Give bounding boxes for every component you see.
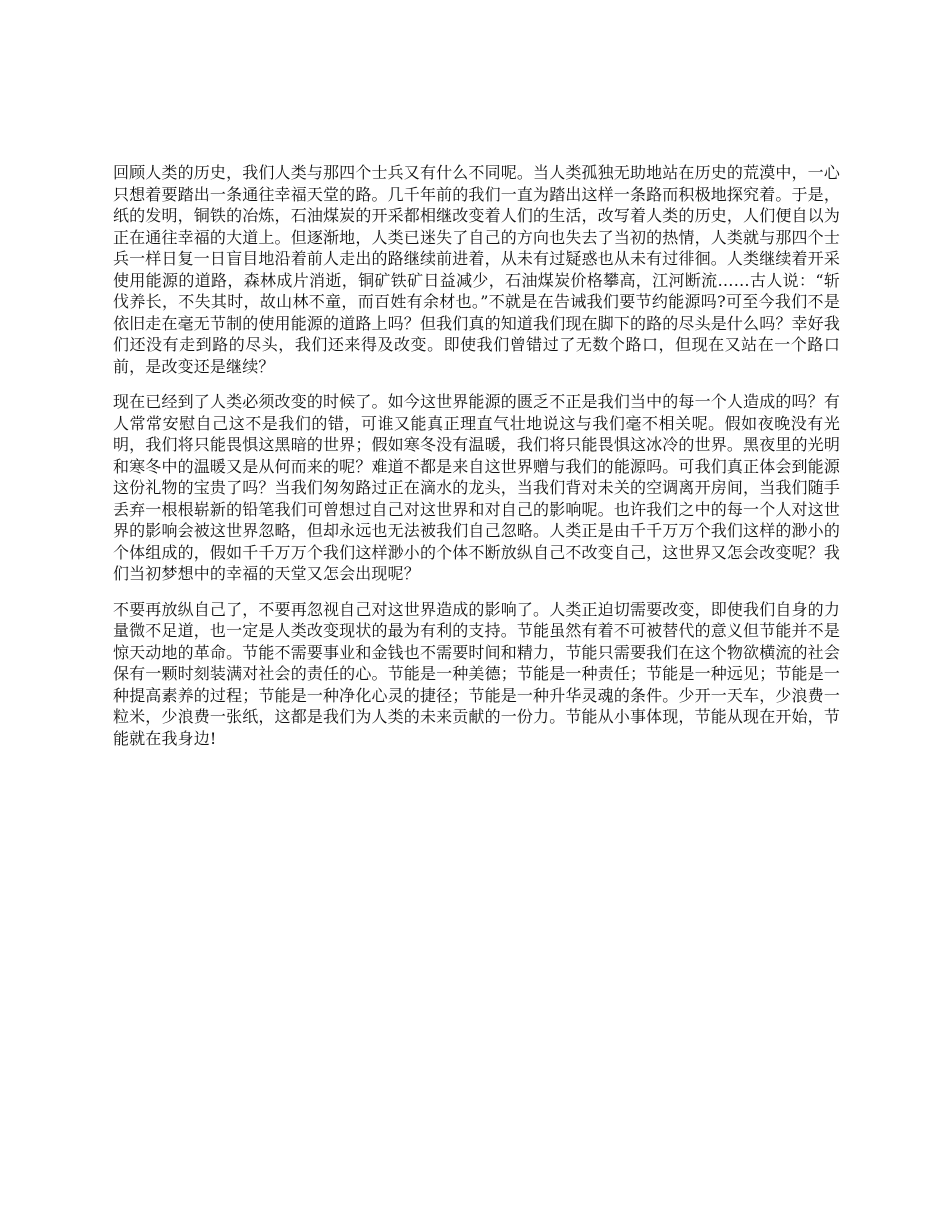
document-body (113, 162, 840, 763)
paragraph-1: 回顾人类的历史，我们人类与那四个士兵又有什么不同呢。当人类孤独无助地站在历史的荒漠中，一心只想着要踏出一条通往幸福天堂的路。几千年前的我们一直为踏出这样一条路而积极地探究着。于是，纸的发明，铜铁的冶炼，石油煤炭的开采都相继改变着人们的生活，改写着人类的历史，人们便自以为正在通往幸福的大道上。但逐渐地，人类已迷失了自己的方向也失去了当初的热情，人类就与那四个士兵一样日复一日盲目地沿着前人走出的路继续前进着，从未有过疑惑也从未有过徘徊。人类继续着开采使用能源的道路，森林成片消逝，铜矿铁矿日益减少，石油煤炭价格攀高，江河断流……古人说：“斩伐养长，不失其时，故山林不童，而百姓有余材也。”不就是在告诫我们要节约能源吗?可至今我们不是依旧走在毫无节制的使用能源的道路上吗？但我们真的知道我们现在脚下的路的尽头是什么吗？幸好我们还没有走到路的尽头，我们还来得及改变。即使我们曾错过了无数个路口，但现在又站在一个路口前，是改变还是继续？ (113, 163, 840, 376)
paragraph-2: 现在已经到了人类必须改变的时候了。如今这世界能源的匮乏不正是我们当中的每一个人造成的吗？有人常常安慰自己这不是我们的错，可谁又能真正理直气壮地说这与我们毫不相关呢。假如夜晚没有光明，我们将只能畏惧这黑暗的世界；假如寒冬没有温暖，我们将只能畏惧这冰冷的世界。黑夜里的光明和寒冬中的温暖又是从何而来的呢？难道不都是来自这世界赠与我们的能源吗。可我们真正体会到能源这份礼物的宝贵了吗？当我们匆匆路过正在滴水的龙头，当我们背对未关的空调离开房间，当我们随手丢弃一根根崭新的铅笔我们可曾想过自己对这世界和对自己的影响呢。也许我们之中的每一个人对这世界的影响会被这世界忽略，但却永远也无法被我们自己忽略。人类正是由千千万万个我们这样的渺小的个体组成的，假如千千万万个我们这样渺小的个体不断放纵自己不改变自己，这世界又怎会改变呢？我们当初梦想中的幸福的天堂又怎会出现呢？ (113, 392, 840, 583)
paragraph-3: 不要再放纵自己了，不要再忽视自己对这世界造成的影响了。人类正迫切需要改变，即使我们自身的力量微不足道，也一定是人类改变现状的最为有利的支持。节能虽然有着不可被替代的意义但节能并不是惊天动地的革命。节能不需要事业和金钱也不需要时间和精力，节能只需要我们在这个物欲横流的社会保有一颗时刻装满对社会的责任的心。节能是一种美德；节能是一种责任；节能是一种远见；节能是一种提高素养的过程；节能是一种净化心灵的捷径；节能是一种升华灵魂的条件。少开一天车，少浪费一粒米，少浪费一张纸，这都是我们为人类的未来贡献的一份力。节能从小事体现，节能从现在开始，节能就在我身边! (113, 599, 840, 748)
